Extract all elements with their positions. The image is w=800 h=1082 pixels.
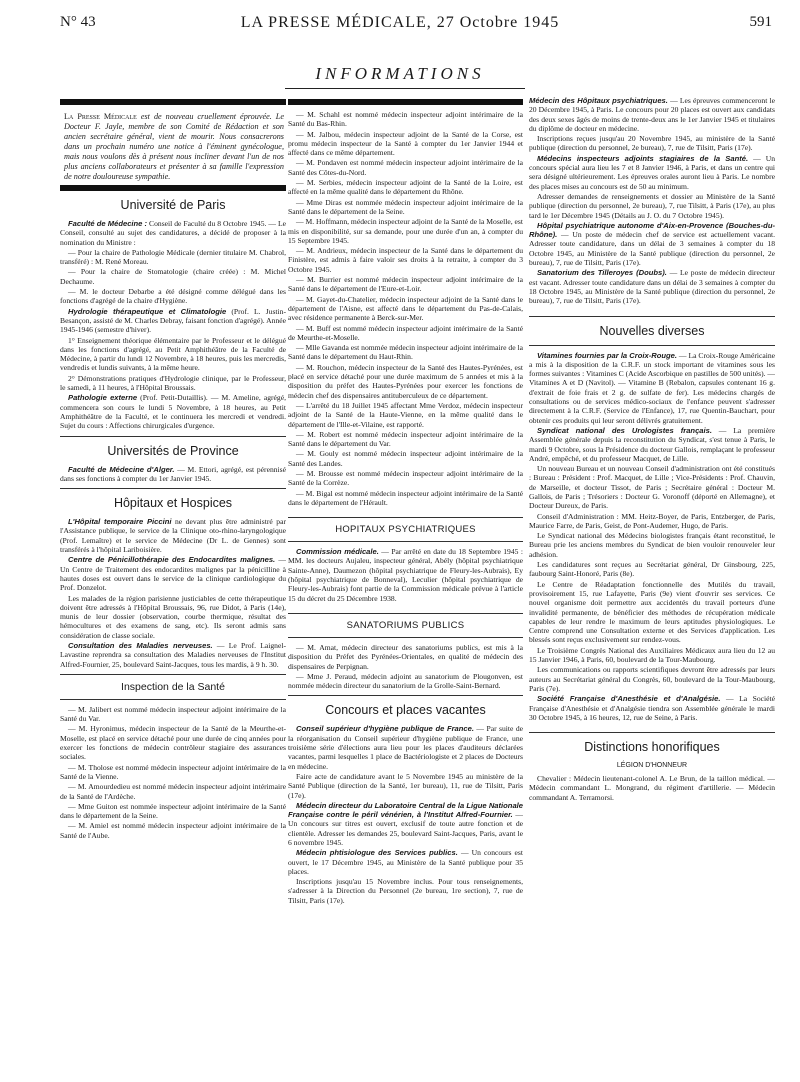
paragraph: — M. Amat, médecin directeur des sanatoriums publics, est mis à la disposition du Préfet des Pyrénées-Orientales, en qualité de médecin des dispensaires de Perpignan. — [288, 642, 523, 671]
paragraph: Les communications ou rapports scientifiques devront être adressés par leurs auteurs au Secrétariat général du Congrès, 60, boulevard de la Tour-Maubourg, Paris (7e). — [529, 665, 775, 693]
paragraph: — Un concours spécial aura lieu les 7 et 8 Janvier 1946, à Paris, et dans un centre qui sera désigné ultérieurement. Les épreuves orales auront lieu à Paris. Le nombre des places mises au concours est de 50 au minimum. — [529, 153, 775, 191]
item-title: Vitamines fournies par la Croix-Rouge. — [537, 350, 677, 360]
paragraph: — M. Tholose est nommé médecin inspecteur adjoint intérimaire de la Santé de la Vienne. — [60, 762, 286, 781]
paragraph: — M. Andrieux, médecin inspecteur de la Santé dans le département du Finistère, est admis à faire valoir ses droits à la retraite, à compter du 3 Octobre 1945. — [288, 246, 523, 274]
paragraph: — Un Centre de Traitement des endocardites malignes par la pénicilline à hautes doses est ouvert dans le service de la clinique cardiologique du Prof. Donzelot. — [60, 555, 286, 593]
item-title: Médecin directeur du Laboratoire Central de la Ligue Nationale Française contre le péril vénérien, à l'Institut Alfred-Fournier. — [288, 800, 523, 820]
paragraph: Inscriptions reçues jusqu'au 20 Novembre 1945, au ministère de la Santé publique (direction du personnel, 2e bureau), 7, rue de Tilsitt, Paris (17e). — [529, 134, 775, 153]
paragraph: (Prof. Petit-Dutaillis). — M. Ameline, agrégé, commencera son cours le lundi 5 Novembre, à 18 heures, au Petit Amphithéâtre de la Faculté, et le continuera les mercredi et vendredi. Sujet du cours : Affections chirurgicales d'urgence. — [60, 393, 286, 431]
paragraph: — Le poste de médecin directeur est vacant. Adresser toute candidature dans un délai de 3 semaines à compter du 18 Octobre 1945, au Ministère de la Santé publique (direction du personnel, 2e bureau), 7, rue de Tilsitt, Paris (17e). — [529, 268, 775, 306]
issue-number: N° 43 — [60, 14, 96, 30]
paragraph: Inscriptions jusqu'au 15 Novembre inclus. Pour tous renseignements, s'adresser à la Direction du Personnel (2e bureau, 1re section), 7, rue de Tilsitt, Paris (17e). — [288, 877, 523, 905]
paragraph: — M. Rouchon, médecin inspecteur de la Santé des Hautes-Pyrénées, est placé en service détaché pour une durée maximum de 5 années et mis à la disposition du préfet des Hautes-Pyrénées pour exercer les fonctions de médecin chef des dispensaires antituberculeux de ce département. — [288, 362, 523, 400]
item-title: Médecin des Hôpitaux psychiatriques. — [529, 96, 668, 105]
paragraph: 2° Démonstrations pratiques d'Hydrologie clinique, par le Professeur, le samedi, à 11 heures, à l'Hôpital Broussais. — [60, 373, 286, 393]
paragraph: Les candidatures sont reçues au Secrétariat général, Dr Ginsbourg, 225, faubourg Saint-Honoré, Paris (8e). — [529, 560, 775, 579]
paragraph: — M. le docteur Debarbe a été désigné comme délégué dans les fonctions d'agrégé de la chaire d'Hygiène. — [60, 287, 286, 306]
thick-rule — [60, 185, 286, 191]
item-title: Hôpital psychiatrique autonome d'Aix-en-Provence (Bouches-du-Rhône). — [529, 220, 775, 240]
paragraph: Le Troisième Congrès National des Auxiliaires Médicaux aura lieu du 12 au 15 Janvier 1946, à Paris, 60, boulevard de la Tour-Maubourg. — [529, 645, 775, 665]
rule — [288, 637, 523, 638]
paragraph: — La Croix-Rouge Américaine a mis à la disposition de la C.R.F. un stock important de vitamines sous les formes suivantes : Vitamines C (Acide Ascorbique en pastilles de 500 unités). — Vitamines A et D (Navitol). — Vitamine B (Rebalon, capsules contenant 16 g. d'extrait de foie frais et 2 g. de sulfate de fer). Les médecins chargés de consultations ou de services médico-sociaux de l'enfance peuvent s'adresser directement à la C.R.F. (Service de l'Enfance), 17, rue Quentin-Bauchart, pour obtenir ces produits qui leur seront délivrés gratuitement. — [529, 350, 775, 425]
item-title: Hydrologie thérapeutique et Climatologie — [68, 306, 227, 316]
rule — [60, 436, 286, 437]
item-title: Société Française d'Anesthésie et d'Analgésie. — [537, 694, 721, 704]
paragraph: — M. Amiel est nommé médecin inspecteur adjoint intérimaire de la Santé de l'Aube. — [60, 821, 286, 840]
paragraph: — Pour la chaire de Pathologie Médicale (dernier titulaire M. Chabrol, transféré) : M. René Moreau. — [60, 247, 286, 267]
thick-rule — [288, 99, 523, 105]
section-banner: INFORMATIONS — [315, 64, 485, 83]
paragraph: — M. Jalbou, médecin inspecteur adjoint de la Santé de la Corse, est promu médecin inspecteur de la Santé à compter du 1er Janvier 1944 et affecté dans ce même département. — [288, 129, 523, 158]
paragraph: — Un concours est ouvert, le 17 Décembre 1945, au Ministère de la Santé publique pour 35 places. — [288, 848, 523, 876]
paragraph: — Mme J. Peraud, médecin adjoint au sanatorium de Plougonven, est nommée médecin directeur du sanatorium de la Grolle-Saint-Bernard. — [288, 671, 523, 691]
section-title: SANATORIUMS PUBLICS — [346, 619, 465, 631]
rule — [288, 613, 523, 614]
rule — [529, 316, 775, 317]
rule — [529, 345, 775, 346]
paragraph: — Mlle Gavanda est nommée médecin inspecteur adjoint intérimaire de la Santé dans le département du Haut-Rhin. — [288, 343, 523, 362]
paragraph: Faire acte de candidature avant le 5 Novembre 1945 au ministère de la Santé Publique (direction de la Santé, 1er bureau), 11, rue de Tilsitt, Paris (17e). — [288, 771, 523, 800]
paragraph: — M. Amourdedieu est nommé médecin inspecteur adjoint intérimaire de la Santé de l'Ardèche. — [60, 782, 286, 801]
paragraph: — Un concours sur titres est ouvert, exclusif de toute autre fonction et de clientèle. Adresser les demandes 25, boulevard Saint-Jacques, Paris, avant le 6 novembre 1945. — [288, 810, 523, 847]
paragraph: — Mme Guiton est nommée inspecteur adjoint intérimaire de la Santé dans le département de la Seine. — [60, 801, 286, 821]
item-title: Faculté de Médecine d'Alger. — [68, 464, 175, 474]
paragraph: — La Société Française d'Anesthésie et d'Analgésie tiendra son Assemblée générale le mardi 30 Octobre 1945, à 16 heures, 12, rue de Seine, à Paris. — [529, 694, 775, 722]
item-title: Médecins inspecteurs adjoints stagiaires de la Santé. — [537, 153, 749, 163]
thick-rule — [60, 99, 286, 105]
section-title: Université de Paris — [120, 198, 226, 212]
item-title: Conseil supérieur d'hygiène publique de France. — [296, 724, 474, 734]
paragraph: — L'arrêté du 18 Juillet 1945 affectant Mme Verdoz, médecin inspecteur adjoint de la Santé de la Haute-Vienne, en la même qualité dans le département de l'Ille-et-Vilaine, est rapporté. — [288, 400, 523, 429]
notice-text: est de nouveau cruellement éprouvée. Le Docteur F. Jayle, membre de son Comité de Rédaction et son ancien secrétaire général, vient de mourir. Nous consacrerons dans un prochain numéro une notice à l'éminent gynécologue, mais nous voulons dès à présent nous incliner devant l'un de nos plus anciens collaborateurs et présenter à sa famille l'expression de notre douloureuse sympathie. — [64, 112, 284, 181]
section-title: HOPITAUX PSYCHIATRIQUES — [335, 524, 476, 536]
section-title: Hôpitaux et Hospices — [113, 496, 233, 511]
paragraph: Adresser demandes de renseignements et dossier au Ministère de la Santé publique (direction du personnel, 2e bureau), 7, rue Tilsitt, à Paris (17e), au plus tard le 1er Décembre 1945 (Détails au J. O. du 7 Octobre 1945). — [529, 191, 775, 220]
paragraph: — M. Schahl est nommé médecin inspecteur adjoint intérimaire de la Santé du Bas-Rhin. — [288, 110, 523, 129]
paragraph: — M. Burrier est nommé médecin inspecteur adjoint intérimaire de la Santé dans le département de l'Eure-et-Loir. — [288, 275, 523, 294]
paragraph: 1° Enseignement théorique élémentaire par le Professeur et le délégué dans les fonctions d'agrégé, au Petit Amphithéâtre de la Faculté de Médecine, à partir du lundi 12 Novembre, à 18 heures, puis les mercredis, vendredis et lundis suivants, à la même heure. — [60, 335, 286, 373]
item-title: Faculté de Médecine : — [68, 219, 148, 228]
paragraph: — M. Bigal est nommé médecin inspecteur adjoint intérimaire de la Santé dans le département de l'Hérault. — [288, 488, 523, 507]
paragraph: Les malades de la région parisienne justiciables de cette thérapeutique doivent être adressés à l'Hôpital Broussais, 96, rue Didot, à Paris (14e), munis de leur dossier (observation, courbe thermique, résultat des hémocultures et des examens de sang, etc). Ils seront admis sans considération de classe sociale. — [60, 593, 286, 640]
page-number: 591 — [749, 14, 772, 30]
item-title: Sanatorium des Tilleroyes (Doubs). — [537, 268, 667, 278]
paragraph: — Mme Diras est nommée médecin inspecteur adjoint intérimaire de la Santé dans le département de la Seine. — [288, 197, 523, 216]
item-title: Commission médicale. — [296, 547, 379, 557]
item-title: L'Hôpital temporaire Piccini — [68, 517, 172, 527]
paragraph: — La première Assemblée générale depuis la reconstitution du Syndicat, s'est tenue à Paris, le mardi 9 Octobre, sous la Présidence du docteur Gallois, remplaçant le professeur André, empêché, et du professeur Macquet, de Lille. — [529, 425, 775, 463]
item-title: Syndicat national des Urologistes français. — [537, 425, 712, 435]
paragraph: — M. Gouly est nommé médecin inspecteur adjoint intérimaire de la Santé des Landes. — [288, 449, 523, 468]
notice-lead: La Presse Médicale — [64, 112, 137, 121]
rule — [288, 695, 523, 696]
paragraph: Le Syndicat national des Médecins biologistes français étant reconstitué, le Bureau prie les anciens membres du Syndicat de bien vouloir renouveler leur adhésion. — [529, 531, 775, 559]
paragraph: — M. Serbies, médecin inspecteur adjoint de la Santé de la Loire, est affecté en la même qualité dans le département du Rhône. — [288, 178, 523, 197]
paragraph: — Par suite de la réorganisation du Conseil supérieur d'hygiène publique de France, une troisième série d'élections aura lieu pour les places d'auditeurs déclarées vacantes, parmi lesquelles 1 place de Bactériologiste et 2 places de Docteurs en médecine. — [288, 724, 523, 771]
item-title: Centre de Pénicillothérapie des Endocardites malignes. — [68, 555, 276, 565]
paragraph: — Pour la chaire de Stomatologie (chaire créée) : M. Michel Dechaume. — [60, 267, 286, 286]
paragraph: Chevalier : Médecin lieutenant-colonel A. Le Brun, de la taillon médical. — Médecin commandant L. Mongrand, du régiment d'artillerie. — Médecin commandant A. Terramorsi. — [529, 774, 775, 802]
paragraph: — Le Prof. Laignel-Lavastine reprendra sa consultation des Maladies nerveuses de l'Institut Alfred-Fournier, 25, boulevard Saint-Jacques, tous les mardis, à 9 h. 30. — [60, 640, 286, 669]
paragraph: — M. Hoffmann, médecin inspecteur adjoint de la Santé de la Moselle, est mis en disponibilité, sur sa demande, pour une durée d'un an, à compter du 15 Septembre 1945. — [288, 217, 523, 245]
paragraph: — M. Brousse est nommé médecin inspecteur adjoint intérimaire de la Santé de la Corrèze. — [288, 468, 523, 488]
journal-title: LA PRESSE MÉDICALE, 27 Octobre 1945 — [240, 14, 560, 31]
section-title: Inspection de la Santé — [121, 680, 225, 693]
paragraph: — M. Hyronimus, médecin inspecteur de la Santé de la Meurthe-et-Moselle, est placé en service détaché pour une durée de cinq années pour exercer les fonctions de médecin contrôleur stagiaire des assurances sociales. — [60, 724, 286, 762]
paragraph: — M. Gayet-du-Chatelier, médecin inspecteur adjoint de la Santé dans le département de l'Aisne, est affecté dans le département du Pas-de-Calais, avec résidence permanente à Berck-sur-Mer. — [288, 294, 523, 323]
paragraph: Conseil d'Administration : MM. Heitz-Boyer, de Paris, Entzberger, de Paris, Maurice Farre, de Paris, Geist, de Pont-Audemer, Hugo, de Paris. — [529, 511, 775, 530]
paragraph: — Par arrêté en date du 18 Septembre 1945 : MM. les docteurs Aujaleu, inspecteur général, Abély (hôpital psychiatrique Sainte-Anne), Daumezon (hôpital psychiatrique de Fleury-les-Aubrais), Ey (hôpital psychiatrique de Bonneval), Leculier (hôpital psychiatrique de Fleury-les-Aubrais) font partie de la Commission médicale prévue à l'article 15 du décret du 25 Décembre 1938. — [288, 547, 523, 603]
column-middle — [288, 96, 523, 1082]
paragraph: Un nouveau Bureau et un nouveau Conseil d'administration ont été constitués : Bureau : Président : Prof. Macquet, de Lille ; Vice-Présidents : Prof. Chauvin, de Marseille, et docteur Tissot, de Paris ; Secrétaire général : Docteur M. Gallois, de Paris ; Trésoriers : Docteur G. Voronoff (déporté en Allemagne), et Docteur Dureux, de Paris. — [529, 464, 775, 511]
paragraph: ne devant plus être administré par l'Assistance publique, le service de la Clinique oto-rhino-laryngologique (Prof. Lemaître) et le service de Médecine (Dr L. de Gennes) sont transférés à l'hôpital Lariboisière. — [60, 517, 286, 555]
section-title: Nouvelles diverses — [599, 323, 705, 338]
column-left — [60, 96, 286, 1082]
obituary-notice — [60, 110, 286, 182]
paragraph: — M. Buff est nommé médecin inspecteur adjoint intérimaire de la Santé de Meurthe-et-Moselle. — [288, 323, 523, 342]
paragraph: — M. Pondaven est nommé médecin inspecteur adjoint intérimaire de la Santé des Côtes-du-Nord. — [288, 158, 523, 177]
rule — [288, 541, 523, 542]
rule — [60, 488, 286, 489]
section-title: Universités de Province — [107, 443, 239, 458]
paragraph: Conseil de Faculté du 8 Octobre 1945. — Le Conseil, consulté au sujet des candidatures, a décidé de proposer à la nomination du Ministre : — [60, 219, 286, 247]
paragraph: Le Centre de Réadaptation fonctionnelle des Mutilés du travail, provisoirement 15, rue Lafayette, Paris (9e) vient d'ouvrir ses services. Ce nouvel organisme doit permettre aux accidentés du travail porteurs d'une invalidité permanente, de bénéficier des méthodes de récupération médicale capables de leur rendre le maximum de leurs aptitudes physiologiques. Le Centre comprend une Consultation externe et des Services d'application. Les blessés sont reçus exclusivement sur rendez-vous. — [529, 579, 775, 645]
rule — [288, 517, 523, 518]
paragraph: (Prof. L. Justin-Besançon, assisté de M. Charles Debray, faisant fonction d'agrégé). Année 1945-1946 (semestre d'hiver). — [60, 306, 286, 335]
item-title: Consultation des Maladies nerveuses. — [68, 640, 213, 650]
paragraph: — M. Jalibert est nommé médecin inspecteur adjoint intérimaire de la Santé du Var. — [60, 704, 286, 724]
rule — [60, 674, 286, 675]
column-right — [529, 96, 775, 1082]
item-title: Pathologie externe — [68, 393, 138, 403]
rule — [60, 699, 286, 700]
paragraph: — M. Robert est nommé médecin inspecteur adjoint intérimaire de la Santé dans le département du Var. — [288, 429, 523, 449]
paragraph: — Les épreuves commenceront le 20 Décembre 1945, à Paris. Le concours pour 20 places est ouvert aux candidats des deux sexes âgés de moins de trente-deux ans le 1er Janvier 1945 et titulaires du diplôme de docteur en médecine. — [529, 96, 775, 133]
running-header — [0, 14, 800, 36]
paragraph: — Un poste de médecin chef de service est actuellement vacant. Adresser toute candidature, dans un délai de 3 semaines à compter du 18 Octobre 1945, au Ministère de la Santé publique (direction du personnel, 2e bureau), 7, rue de Tilsitt, Paris (17e). — [529, 230, 775, 268]
banner-rule — [285, 88, 525, 89]
item-title: Médecin phtisiologue des Services publics. — [296, 848, 458, 858]
section-title: Concours et places vacantes — [325, 703, 486, 718]
section-title: Distinctions honorifiques — [584, 740, 720, 755]
paragraph: — M. Ettori, agrégé, est pérennisé dans ses fonctions à compter du 1er Janvier 1945. — [60, 464, 286, 483]
section-subtitle: LÉGION D'HONNEUR — [616, 762, 688, 770]
rule — [529, 732, 775, 733]
